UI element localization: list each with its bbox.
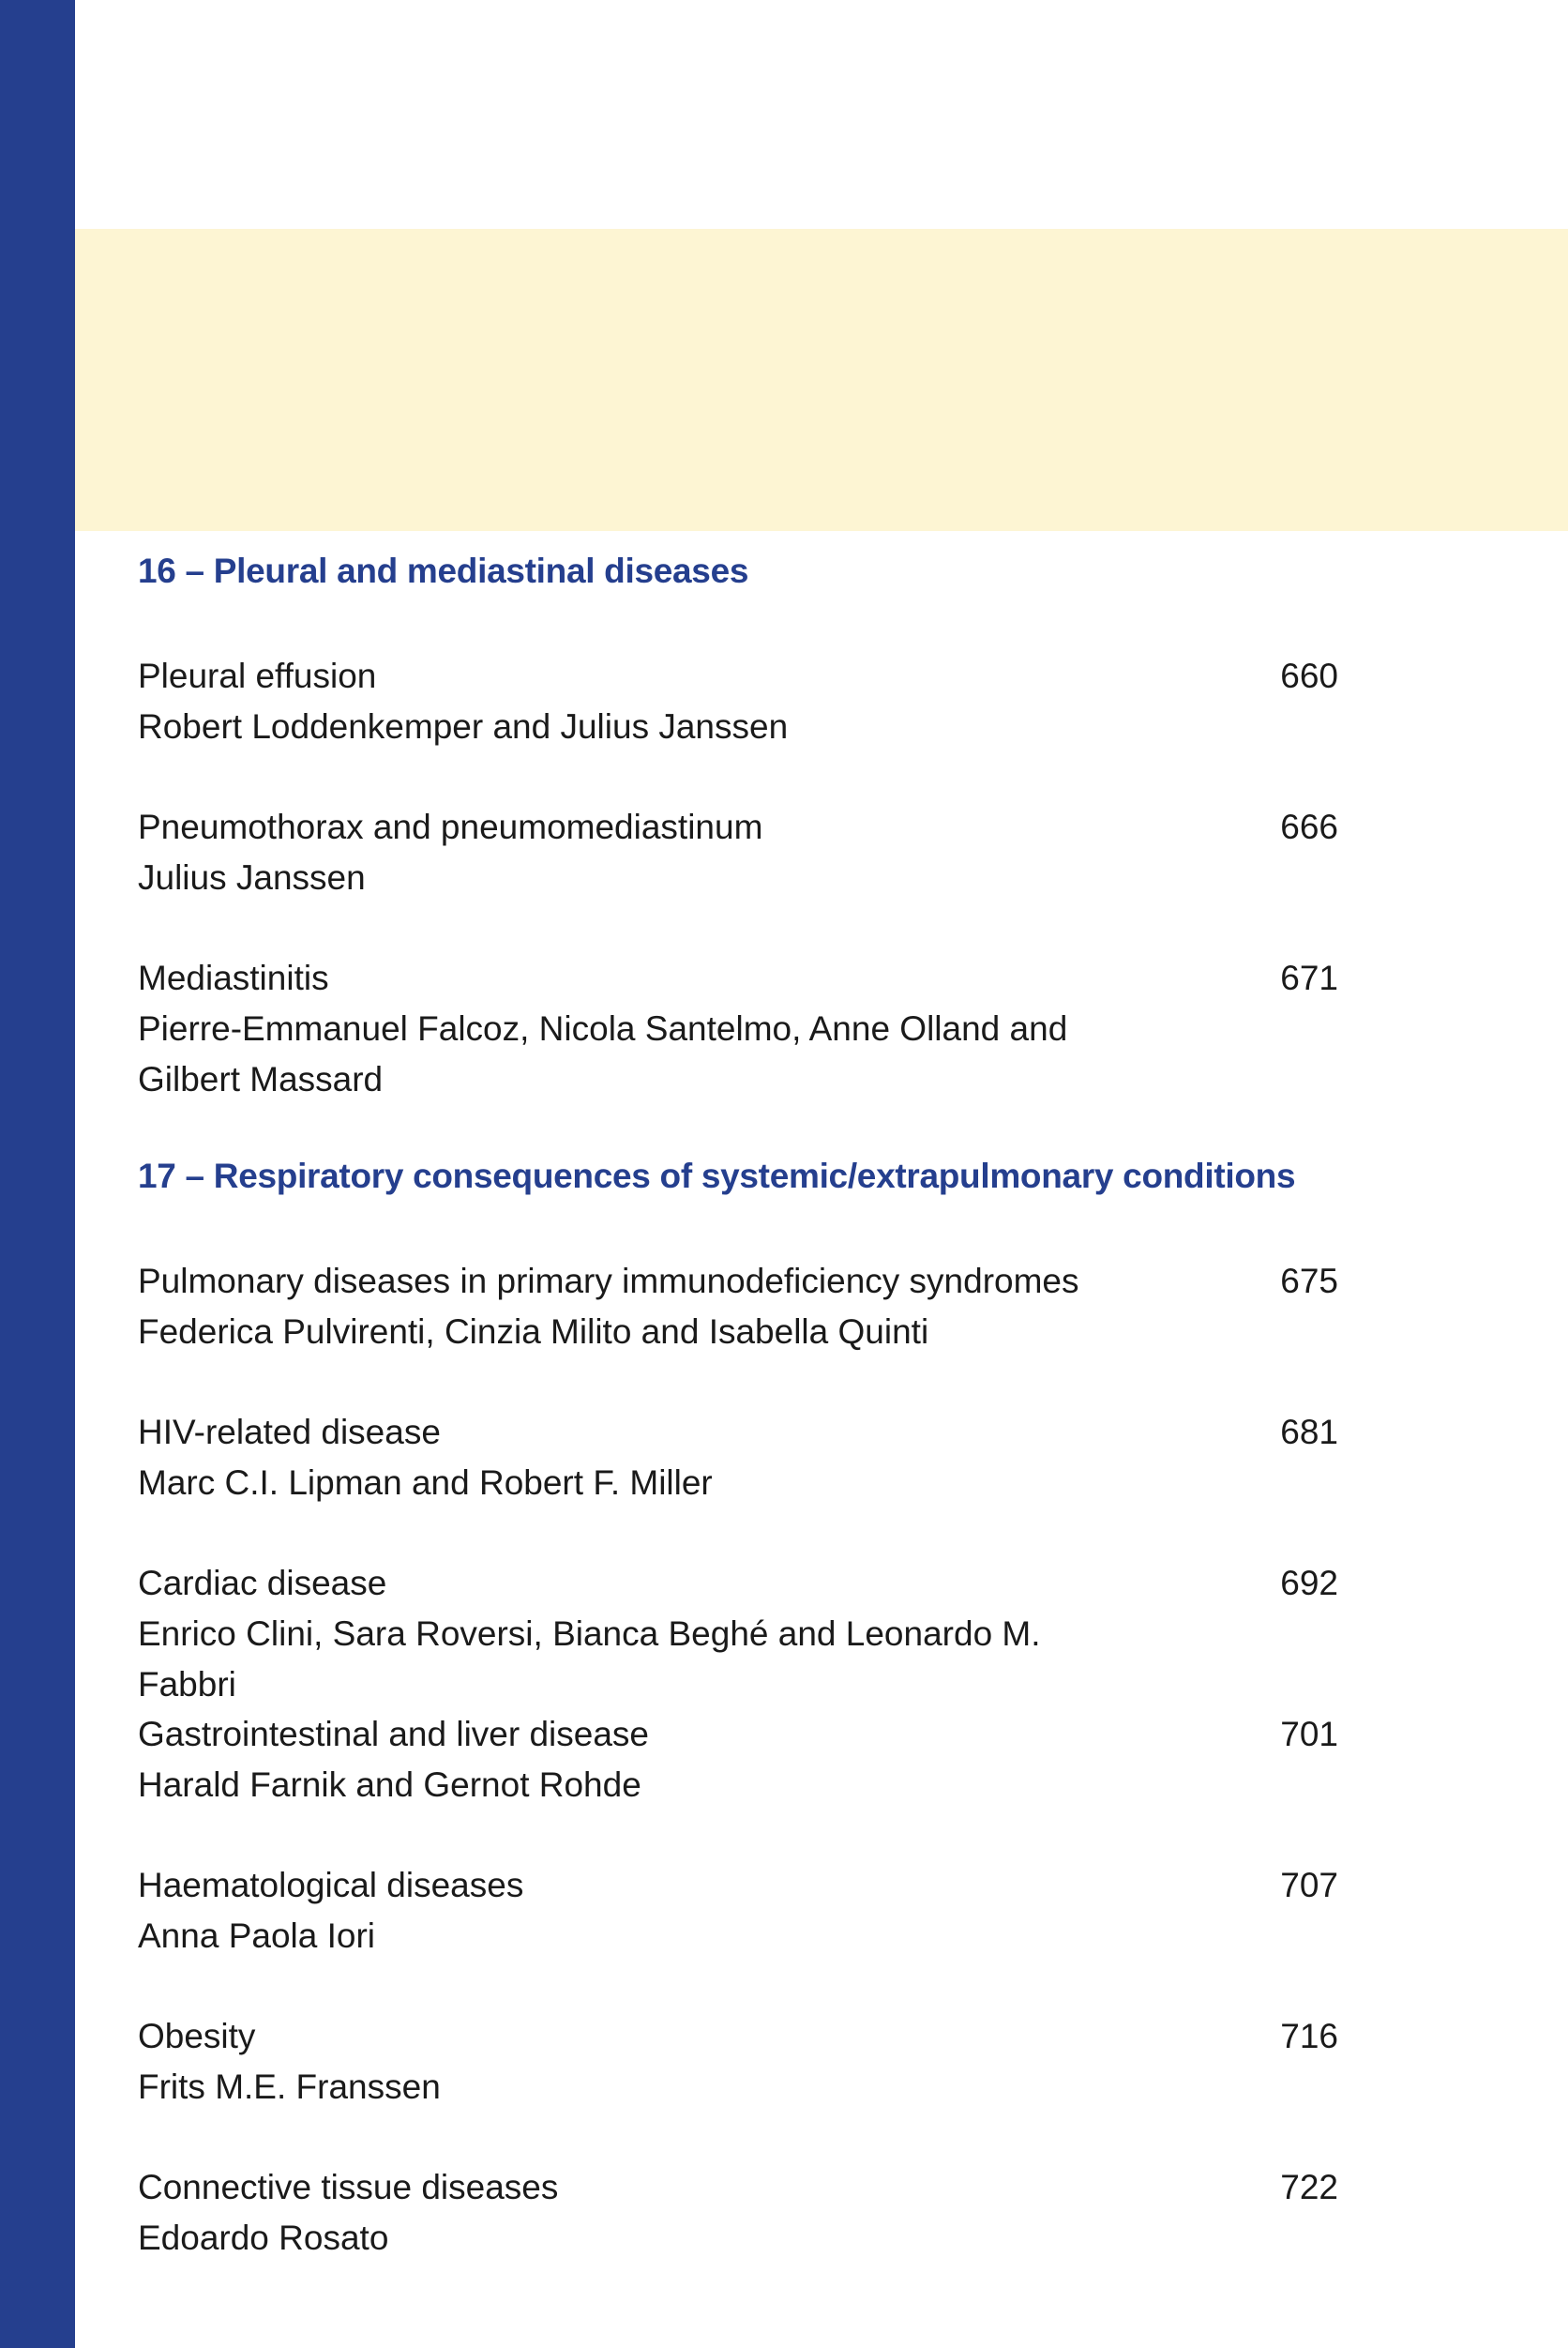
- entry-page-number: 660: [1280, 657, 1338, 695]
- section-heading-16: 16 – Pleural and mediastinal diseases: [138, 552, 749, 590]
- entry-authors: Federica Pulvirenti, Cinzia Milito and Isabella Quinti: [138, 1312, 929, 1351]
- toc-entry[interactable]: [138, 953, 1338, 1105]
- toc-entry[interactable]: [138, 802, 1338, 903]
- toc-entry[interactable]: [138, 1709, 1338, 1810]
- entry-page-number: 722: [1280, 2168, 1338, 2206]
- entry-title: Obesity: [138, 2017, 256, 2055]
- entry-authors: Robert Loddenkemper and Julius Janssen: [138, 707, 789, 746]
- entry-title: HIV-related disease: [138, 1413, 441, 1451]
- entry-page-number: 716: [1280, 2017, 1338, 2055]
- entry-authors: Pierre-Emmanuel Falcoz, Nicola Santelmo, Anne Olland and Gilbert Massard: [138, 1009, 1068, 1098]
- toc-entry[interactable]: [138, 2162, 1338, 2264]
- toc-entry[interactable]: [138, 651, 1338, 752]
- entry-title: Pneumothorax and pneumomediastinum: [138, 808, 763, 846]
- entry-page-number: 666: [1280, 808, 1338, 846]
- entry-title: Mediastinitis: [138, 959, 329, 997]
- entry-page-number: 692: [1280, 1564, 1338, 1602]
- entry-title: Haematological diseases: [138, 1866, 524, 1904]
- toc-entry[interactable]: [138, 1558, 1338, 1710]
- entry-authors: Frits M.E. Franssen: [138, 2068, 441, 2106]
- entry-authors: Harald Farnik and Gernot Rohde: [138, 1765, 641, 1804]
- toc-entry[interactable]: [138, 1860, 1338, 1962]
- entry-authors: Marc C.I. Lipman and Robert F. Miller: [138, 1463, 713, 1502]
- entry-title: Pulmonary diseases in primary immunodeficiency syndromes: [138, 1262, 1079, 1300]
- section-heading-17: 17 – Respiratory consequences of systemic/extrapulmonary conditions: [138, 1157, 1296, 1195]
- entry-page-number: 671: [1280, 959, 1338, 997]
- entry-title: Gastrointestinal and liver disease: [138, 1715, 650, 1753]
- entry-authors: Edoardo Rosato: [138, 2219, 389, 2257]
- entry-page-number: 701: [1280, 1715, 1338, 1753]
- toc-entry[interactable]: [138, 2011, 1338, 2113]
- entry-page-number: 681: [1280, 1413, 1338, 1451]
- entry-title: Cardiac disease: [138, 1564, 387, 1602]
- entry-authors: Julius Janssen: [138, 858, 366, 897]
- header-band: [75, 229, 1568, 531]
- entry-page-number: 675: [1280, 1262, 1338, 1300]
- entry-page-number: 707: [1280, 1866, 1338, 1904]
- entry-authors: Anna Paola Iori: [138, 1916, 376, 1955]
- entry-title: Connective tissue diseases: [138, 2168, 559, 2206]
- entry-authors: Enrico Clini, Sara Roversi, Bianca Beghé and Leonardo M. Fabbri: [138, 1614, 1041, 1704]
- entry-title: Pleural effusion: [138, 657, 377, 695]
- side-color-bar: [0, 0, 75, 2348]
- toc-entry[interactable]: [138, 1407, 1338, 1508]
- toc-entry[interactable]: [138, 1256, 1338, 1357]
